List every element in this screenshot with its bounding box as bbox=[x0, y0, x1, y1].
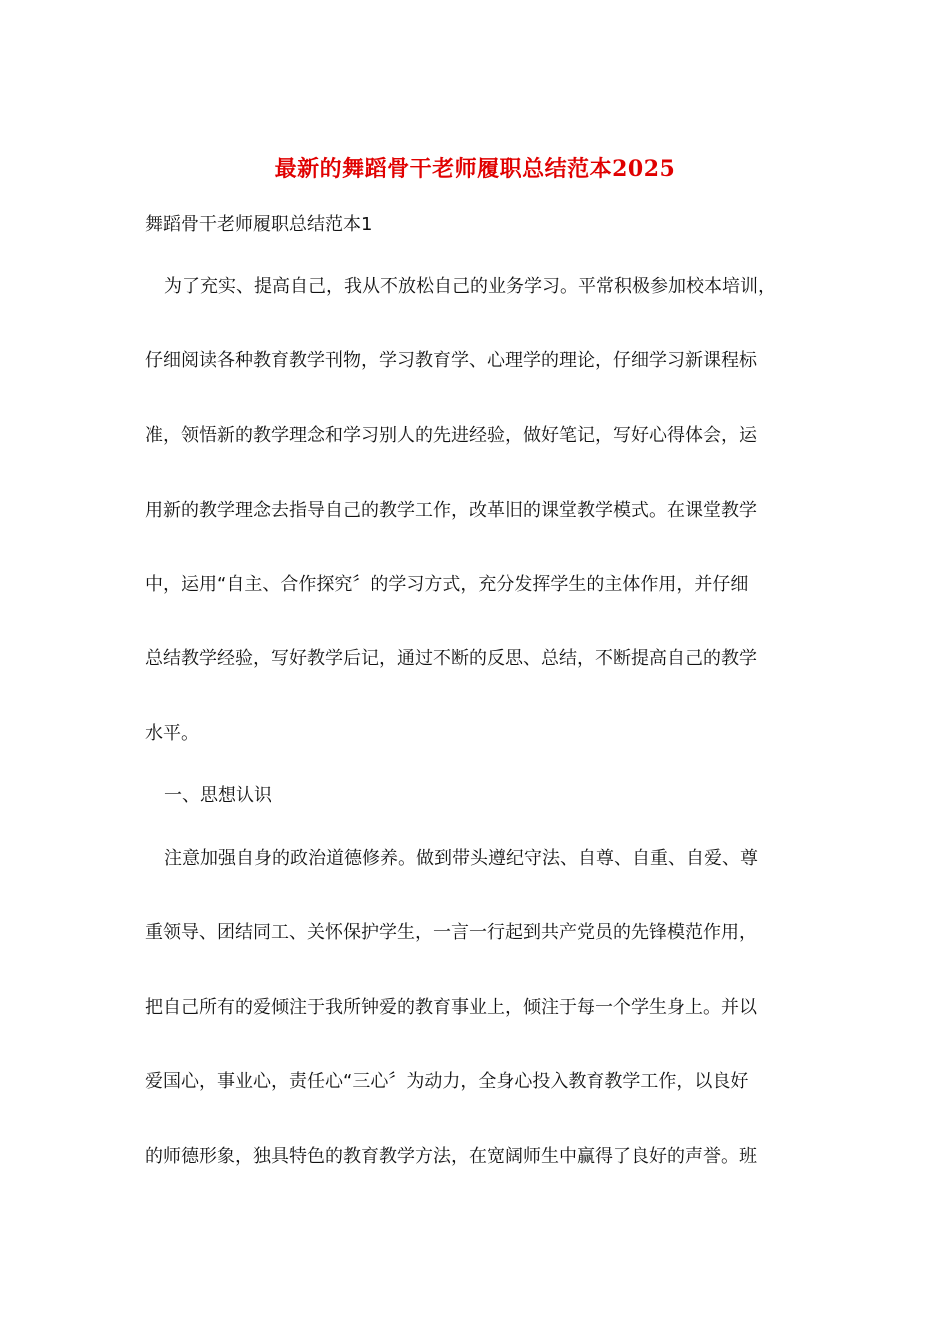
paragraph-line: 爱国心，事业心，责任心“三心〞为动力，全身心投入教育教学工作，以良好 bbox=[145, 1071, 749, 1092]
paragraph-line: 总结教学经验，写好教学后记，通过不断的反思、总结，不断提高自己的教学 bbox=[145, 648, 757, 669]
document-subtitle: 舞蹈骨干老师履职总结范本1 bbox=[145, 214, 373, 235]
paragraph-line: 重领导、团结同工、关怀保护学生，一言一行起到共产党员的先锋模范作用， bbox=[145, 922, 757, 943]
paragraph-line: 的师德形象，独具特色的教育教学方法，在宽阔师生中赢得了良好的声誉。班 bbox=[145, 1146, 757, 1167]
paragraph-line: 准，领悟新的教学理念和学习别人的先进经验，做好笔记，写好心得体会，运 bbox=[145, 425, 757, 446]
document-title: 最新的舞蹈骨干老师履职总结范本2025 bbox=[274, 156, 676, 182]
paragraph-line: 把自己所有的爱倾注于我所钟爱的教育事业上，倾注于每一个学生身上。并以 bbox=[145, 997, 757, 1018]
paragraph-line: 中，运用“自主、合作探究〞的学习方式，充分发挥学生的主体作用，并仔细 bbox=[145, 574, 749, 595]
paragraph-line: 用新的教学理念去指导自己的教学工作，改革旧的课堂教学模式。在课堂教学 bbox=[145, 500, 757, 521]
paragraph-line: 为了充实、提高自己，我从不放松自己的业务学习。平常积极参加校本培训， bbox=[164, 276, 776, 297]
paragraph-line: 注意加强自身的政治道德修养。做到带头遵纪守法、自尊、自重、自爱、尊 bbox=[164, 848, 758, 869]
section-heading: 一、思想认识 bbox=[164, 785, 272, 806]
paragraph-line: 仔细阅读各种教育教学刊物，学习教育学、心理学的理论，仔细学习新课程标 bbox=[145, 350, 757, 371]
paragraph-line: 水平。 bbox=[145, 723, 199, 744]
